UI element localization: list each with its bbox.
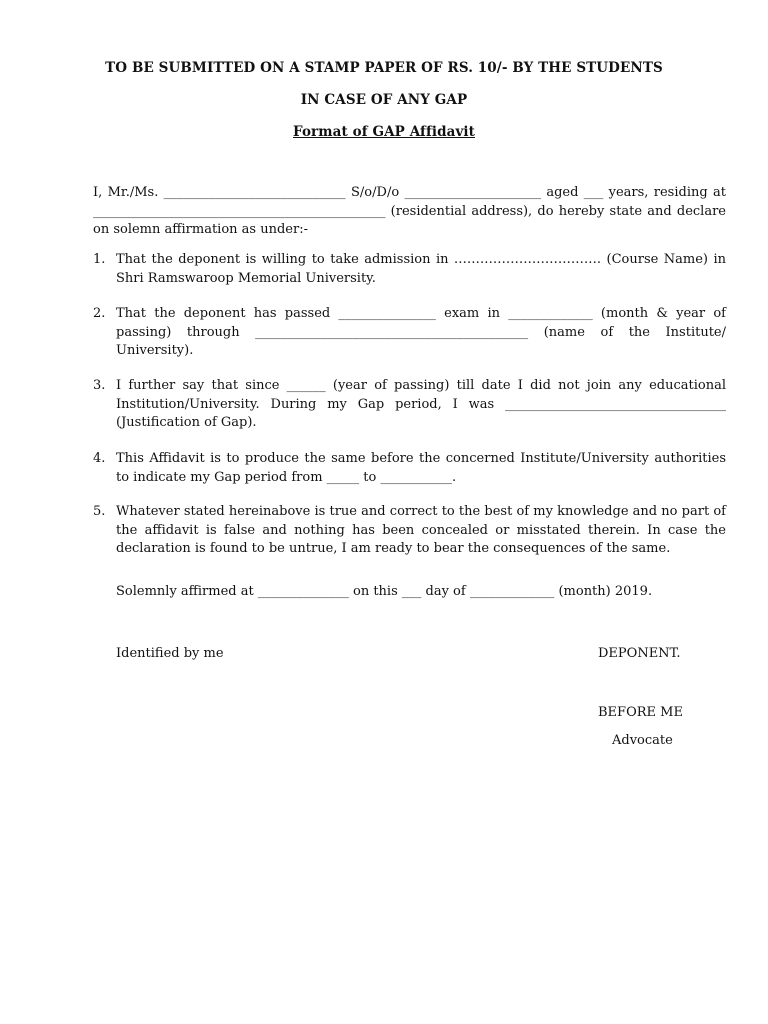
item-text: That the deponent has passed _______________ exam in _____________ (month & year of passing) through __________________________________________ (name of the Institute/ University). (116, 306, 726, 358)
stamp-paper-instruction: TO BE SUBMITTED ON A STAMP PAPER OF RS. 10/- BY THE STUDENTS (105, 60, 663, 76)
item-text: That the deponent is willing to take admission in ……………………………. (Course Name) in Shri Ramswaroop Memorial University. (116, 252, 726, 286)
item-text: Whatever stated hereinabove is true and correct to the best of my knowledge and no part of the affidavit is false and nothing has been concealed or misstated therein. In case the declaration is found to be untrue, I am ready to bear the consequences of the same. (116, 504, 726, 556)
item-text: This Affidavit is to produce the same before the concerned Institute/University authorities to indicate my Gap period from _____ to ___________. (116, 451, 726, 485)
intro-paragraph: I, Mr./Ms. ____________________________ S/o/D/o _____________________ aged ___ years, residing at _____________________________________________ (residential address), do hereby state and declare on solemn affirmation as under:- (93, 185, 726, 237)
deponent-label: DEPONENT. (598, 646, 681, 661)
item-text: I further say that since ______ (year of passing) till date I did not join any educational Institution/University. During my Gap period, I was __________________________________ (Justification of Gap). (116, 378, 726, 430)
identified-by-label: Identified by me (116, 646, 224, 661)
affirmation-line: Solemnly affirmed at ______________ on this ___ day of _____________ (month) 2019. (116, 584, 653, 599)
item-number: 5. (93, 504, 106, 519)
before-me-label: BEFORE ME (598, 705, 683, 720)
item-number: 4. (93, 451, 106, 466)
advocate-label: Advocate (612, 733, 673, 748)
document-title: Format of GAP Affidavit (293, 124, 475, 140)
item-number: 2. (93, 306, 106, 321)
item-number: 3. (93, 378, 106, 393)
item-number: 1. (93, 252, 106, 267)
gap-case-heading: IN CASE OF ANY GAP (300, 92, 468, 108)
